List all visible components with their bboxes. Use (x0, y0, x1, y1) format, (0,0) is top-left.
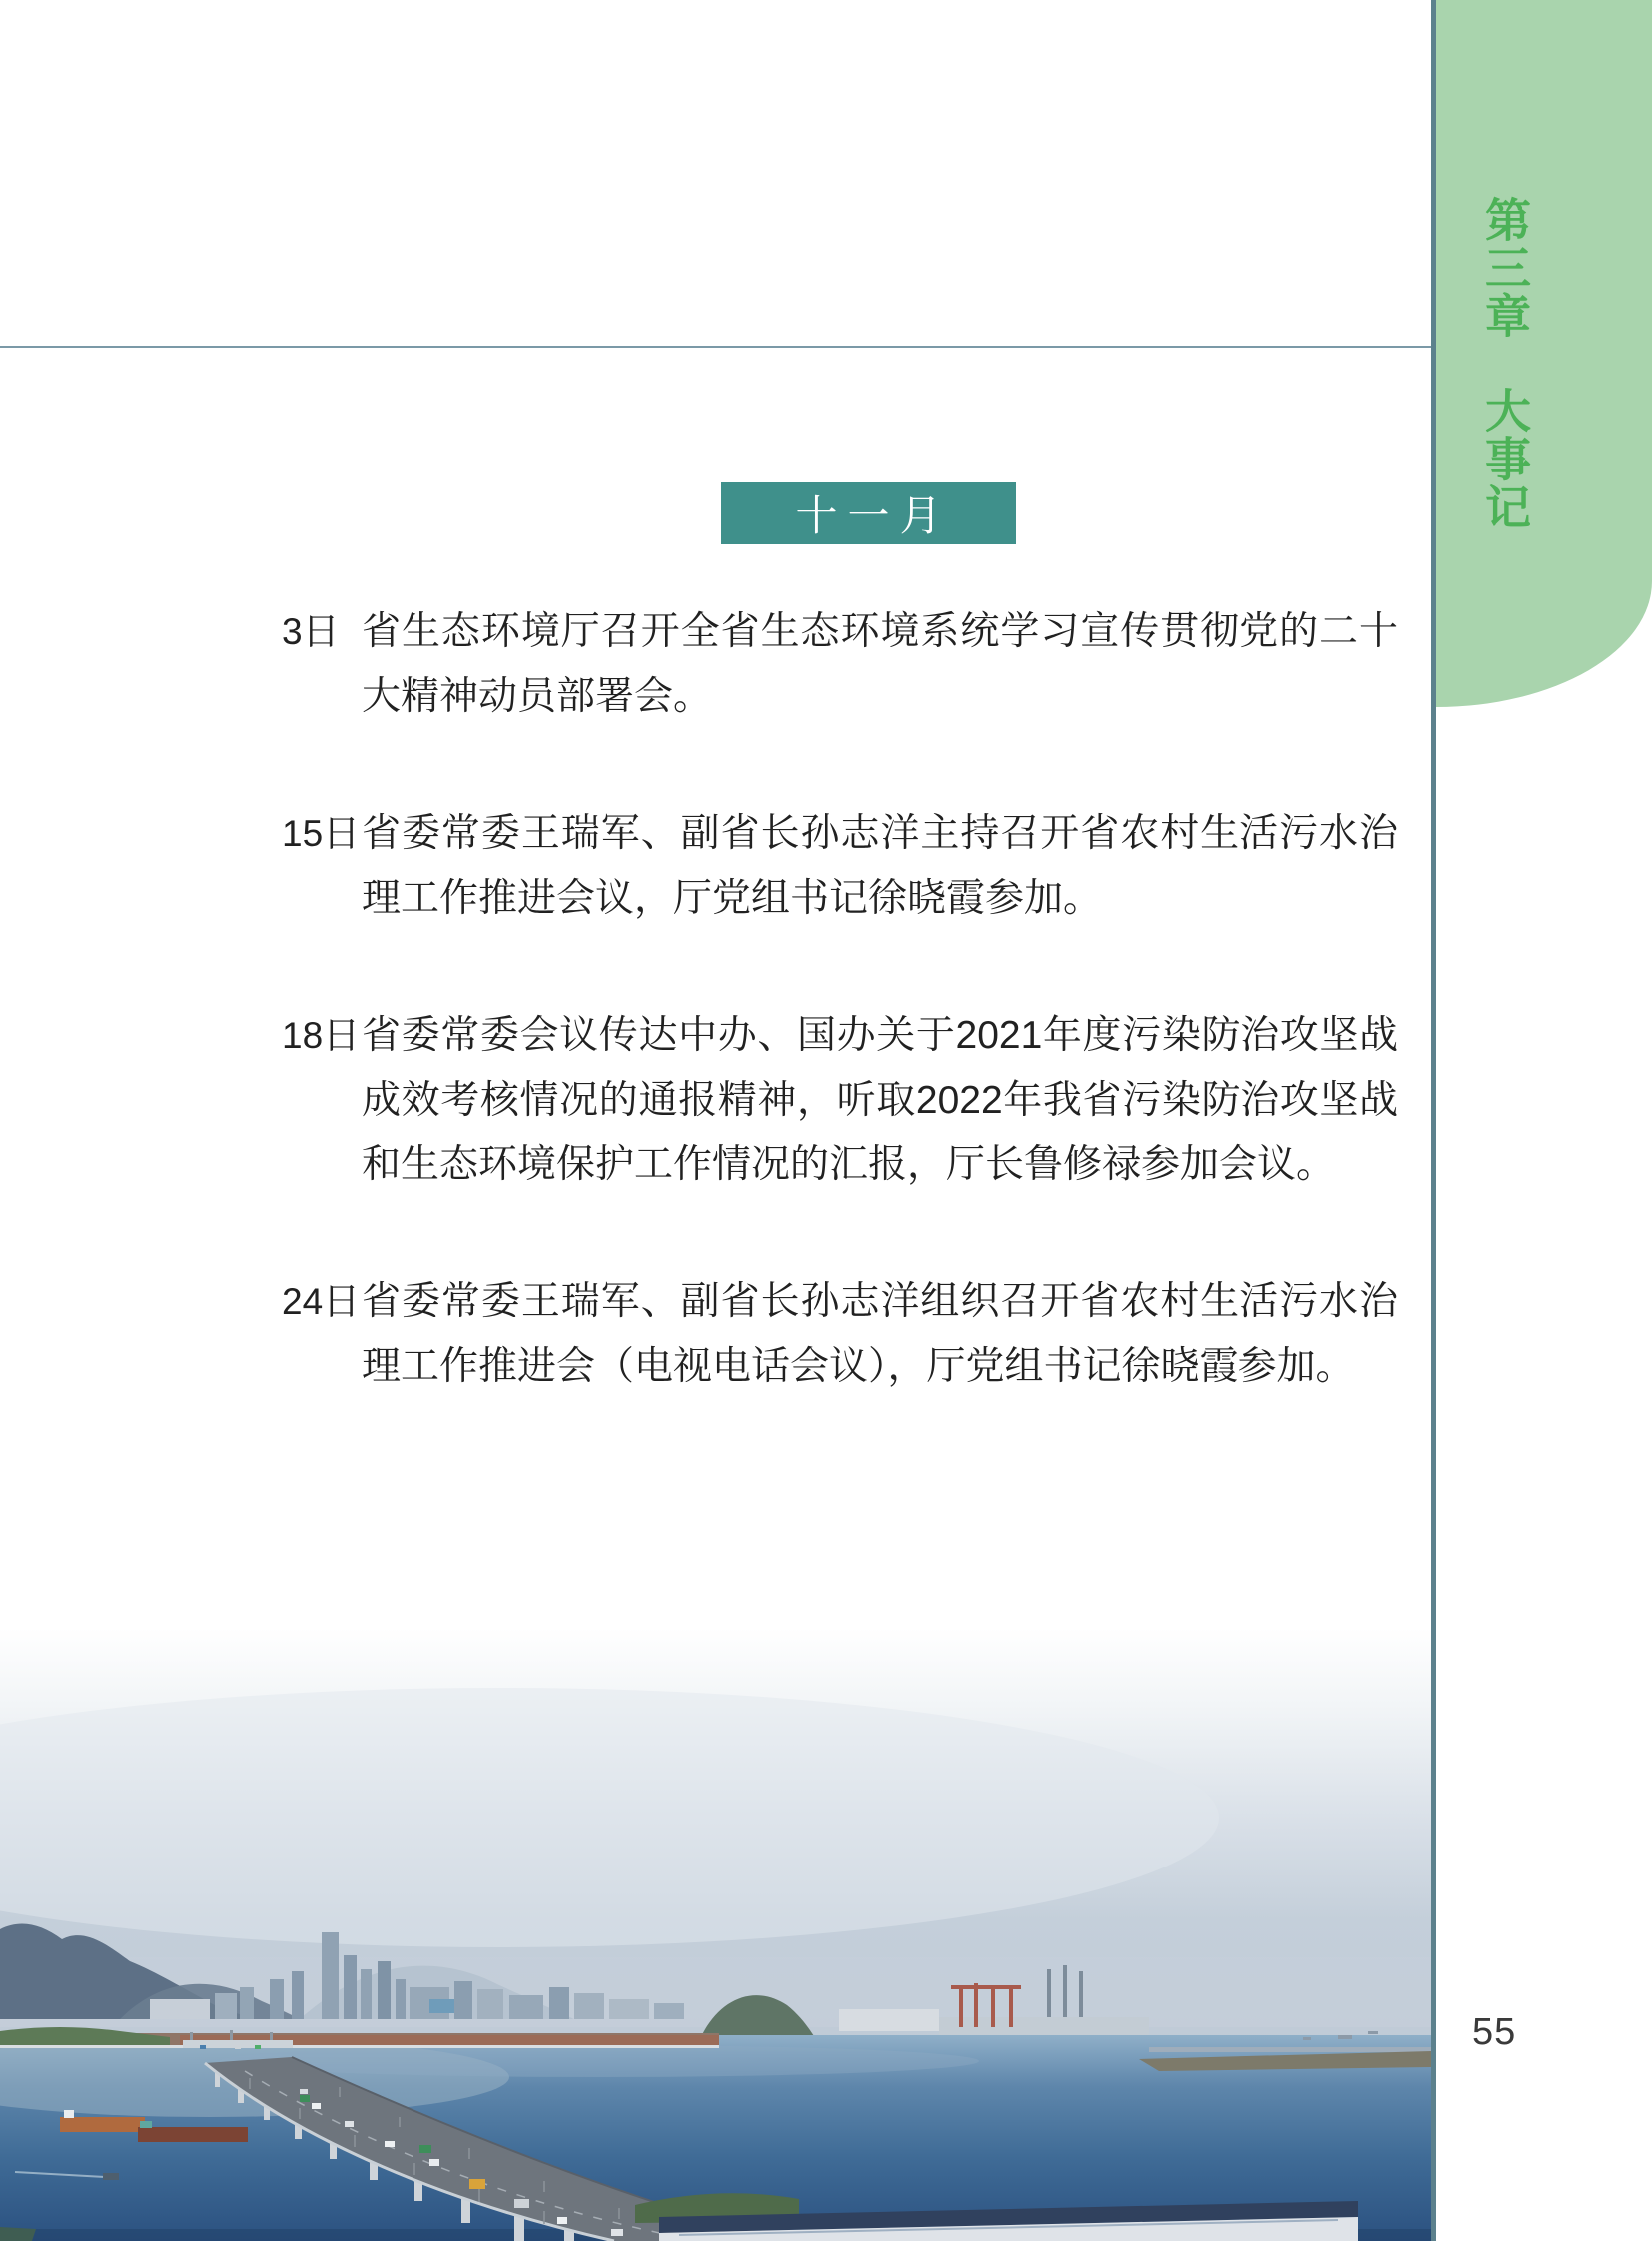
event-text-line: 省委常委王瑞军、副省长孙志洋主持召开省农村生活污水治 (362, 812, 1398, 855)
event-date: 24日 (282, 1281, 361, 1322)
event-date: 3日 (282, 611, 340, 652)
event-date: 15日 (282, 813, 361, 854)
event-text-line: 成效考核情况的通报精神，听取2022年我省污染防治攻坚战 (362, 1079, 1398, 1121)
event-text-line: 大精神动员部署会。 (362, 675, 713, 718)
event-text-line: 和生态环境保护工作情况的汇报，厅长鲁修禄参加会议。 (362, 1143, 1336, 1186)
bay-bridge-photo-art (0, 1628, 1431, 2241)
event-text (362, 599, 1398, 729)
month-badge-label: 十一月 (795, 492, 952, 539)
event-entry (282, 1003, 1398, 1197)
page-number: 55 (1472, 2011, 1517, 2053)
event-entry (282, 801, 1398, 931)
event-list (282, 599, 1398, 1399)
event-text-line: 省生态环境厅召开全省生态环境系统学习宣传贯彻党的二十 (362, 610, 1398, 653)
event-entry (282, 599, 1398, 729)
bay-bridge-photo (0, 1628, 1431, 2241)
event-text-line: 理工作推进会（电视电话会议），厅党组书记徐晓霞参加。 (362, 1345, 1355, 1388)
event-text (362, 1269, 1398, 1399)
event-text-line: 理工作推进会议，厅党组书记徐晓霞参加。 (362, 877, 1103, 920)
chapter-side-panel (1436, 0, 1652, 707)
event-text-line: 省委常委会议传达中办、国办关于2021年度污染防治攻坚战 (362, 1014, 1398, 1057)
chapter-title: 第三章 大事记 (1479, 196, 1531, 531)
event-text (362, 1003, 1398, 1197)
event-text-line: 省委常委王瑞军、副省长孙志洋组织召开省农村生活污水治 (362, 1280, 1398, 1323)
top-horizontal-rule (0, 346, 1431, 348)
vertical-divider-line (1431, 0, 1436, 2241)
event-text (362, 801, 1398, 931)
event-entry (282, 1269, 1398, 1399)
event-date: 18日 (282, 1015, 361, 1056)
month-badge (721, 482, 1016, 544)
